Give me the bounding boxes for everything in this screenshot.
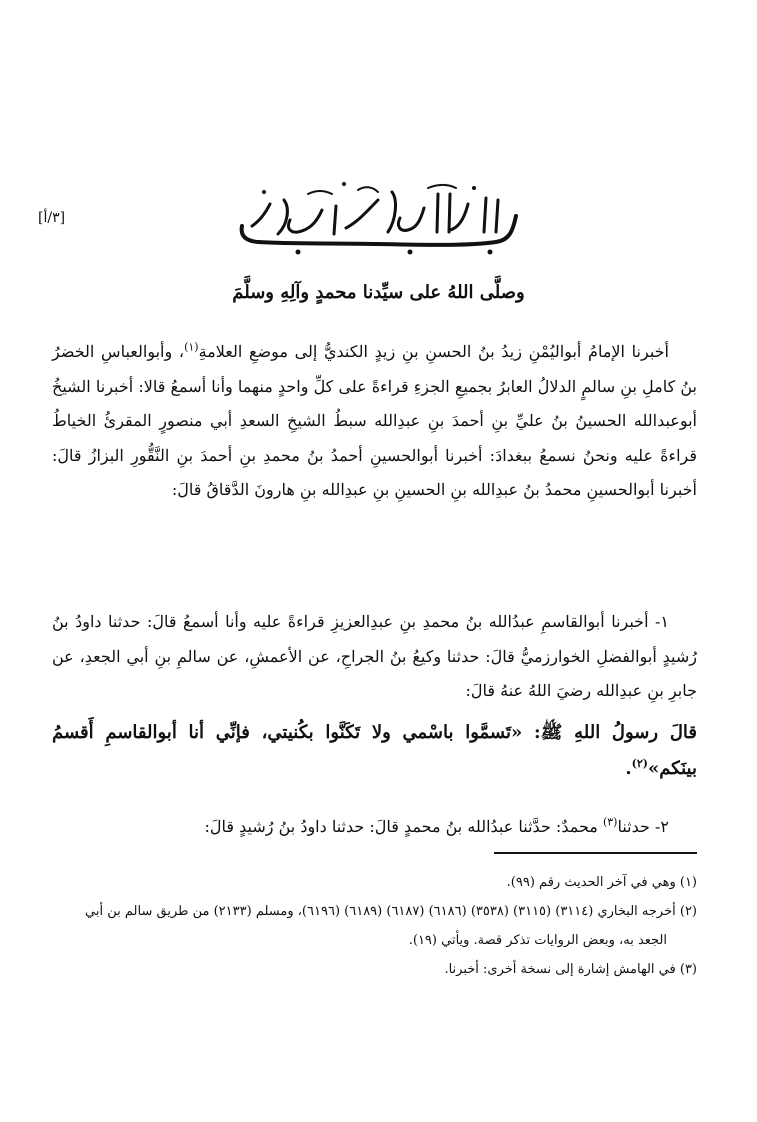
hadith-2-text-part1: ٢- حدثنا xyxy=(617,817,669,836)
prophet-saying xyxy=(52,715,697,787)
intro-paragraph xyxy=(52,335,697,508)
footnote-ref-1: (١) xyxy=(184,340,199,354)
intro-text-part2: ، وأبوالعباسِ الخضرُ بنُ كاملِ بنِ سالمٍ الدلالُ العابرُ بجميعِ الجزءِ قراءةً على كلِّ واحدٍ منهما وأنا أسمعُ قالا: أخبرنا الشيخُ أبوعبدالله الحسينُ بنُ عليِّ بنِ أحمدَ بنِ عبدِالله سبطُ الشيخِ السعدِ أبي منصورٍ المقرئُ الخياطُ قراءةً عليه ونحنُ نسمعُ ببغدادَ: أخبرنا أبوالحسينِ أحمدُ بنُ محمدِ بنِ أحمدَ بنِ النَّقُّورِ البزازُ قالَ: أخبرنا أبوالحسينِ محمدُ بنُ عبدِالله بنِ الحسينِ بنِ عبدِالله بنِ هارونَ الدَّقاقُ قالَ: xyxy=(52,342,698,499)
hadith-1 xyxy=(52,605,697,709)
prophet-saying-end: . xyxy=(625,758,632,779)
footnote-ref-2: (٢) xyxy=(631,757,648,770)
hadith-1-text: ١- أخبرنا أبوالقاسمِ عبدُالله بنُ محمدِ بنِ عبدِالعزيزِ قراءةً عليه وأنا أسمعُ قالَ: حدثنا داودُ بنُ رُشيدٍ أبوالفضلِ الخوارزميُّ قالَ: حدثنا وكيعُ بنُ الجراحِ، عن الأعمشِ، عن سالمِ بنِ أبي الجعدِ، عن جابرِ بنِ عبدِالله رضيَ اللهُ عنهُ قالَ: xyxy=(52,612,697,700)
prophet-saying-paragraph xyxy=(52,715,697,787)
isnad-introduction xyxy=(52,335,697,508)
basmala-calligraphy-icon xyxy=(228,170,528,260)
footnote-divider xyxy=(494,852,697,854)
basmala-calligraphy xyxy=(228,170,528,260)
page-reference: [٣/أ] xyxy=(38,210,66,226)
footnote-2: (٢) أخرجه البخاري (٣١١٤) (٣١١٥) (٣٥٣٨) (٦١٨٦) (٦١٨٧) (٦١٨٩) (٦١٩٦)، ومسلم (٢١٣٣) من طريق سالم بن أبي الجعد به، وبعض الروايات تذكر قصة. ويأتي (١٩). xyxy=(85,904,697,948)
footnote-3: (٣) في الهامش إشارة إلى نسخة أخرى: أخبرنا. xyxy=(444,962,697,977)
hadith-2 xyxy=(52,810,697,844)
footnote-ref-3: (٣) xyxy=(602,815,618,829)
salutation-heading: وصلَّى اللهُ على سيِّدنا محمدٍ وآلِهِ وسلَّمَ xyxy=(232,282,525,303)
hadith-2-text-part2: محمدٌ: حدَّثنا عبدُالله بنُ محمدٍ قالَ: حدثنا داودُ بنُ رُشيدٍ قالَ: xyxy=(204,817,603,836)
intro-text-part1: أخبرنا الإمامُ أبواليُمْنِ زيدُ بنُ الحسنِ بنِ زيدٍ الكنديُّ إلى موضعِ العلامةِ xyxy=(198,342,669,361)
prophet-saying-text: قالَ رسولُ اللهِ ﷺ: «تَسمَّوا باسْمي ولا تَكَنَّوا بكُنيتي، فإنِّي أنا أبوالقاسمِ أَقسمُ بينَكم» xyxy=(52,722,697,779)
footnotes xyxy=(52,868,697,984)
hadith-2-paragraph xyxy=(52,810,697,844)
footnote-1: (١) وهي في آخر الحديث رقم (٩٩). xyxy=(506,875,697,890)
